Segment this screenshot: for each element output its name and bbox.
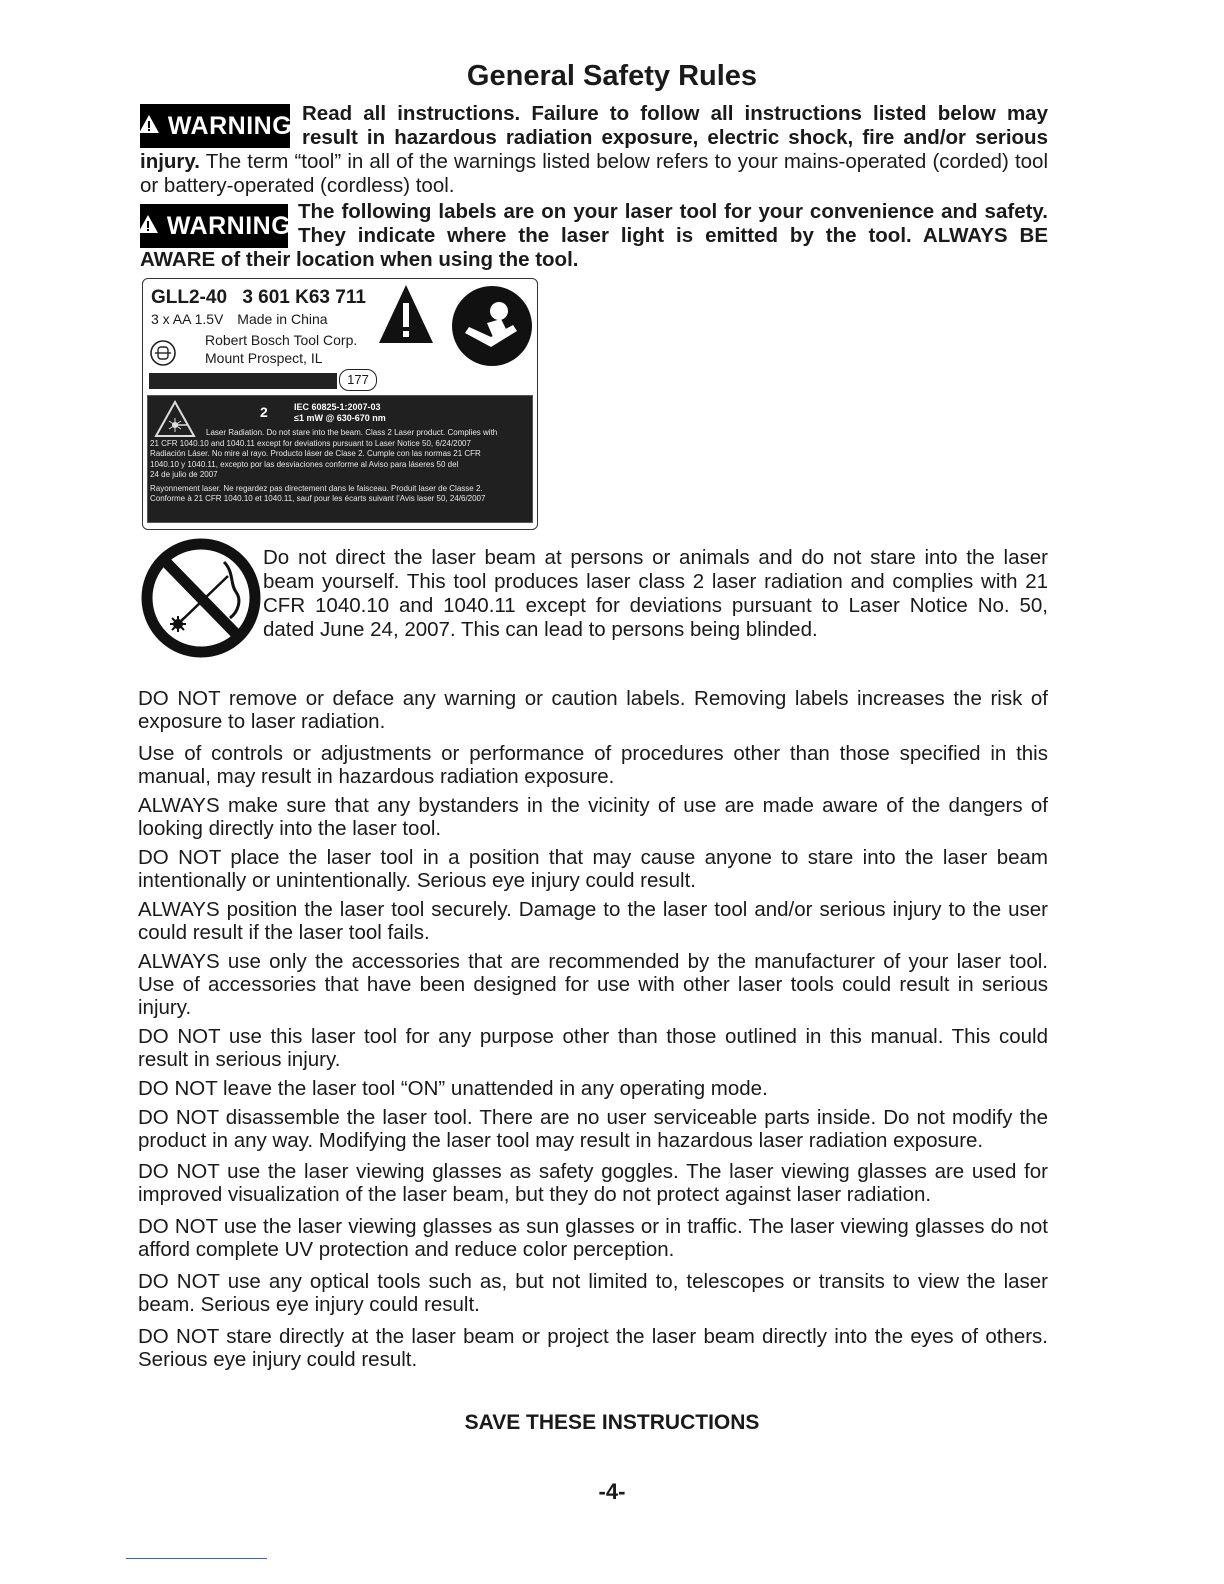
rule-item: ALWAYS position the laser tool securely. Damage to the laser tool and/or serious injury to the user could result if the laser tool fails. — [138, 898, 1048, 944]
bosch-logo-icon — [149, 339, 177, 372]
page-title: General Safety Rules — [466, 60, 758, 92]
rule-item: DO NOT place the laser tool in a position that may cause anyone to stare into the laser beam intentionally or unintentionally. Serious eye injury could result. — [138, 846, 1048, 892]
barcode-bar — [149, 373, 337, 389]
label-standard-block — [294, 402, 386, 424]
safety-rules-list — [138, 687, 1048, 1371]
rule-item: DO NOT disassemble the laser tool. There are no user serviceable parts inside. Do not modify the product in any way. Modifying the laser tool may result in hazardous laser radiation exposure. — [138, 1106, 1048, 1152]
label-standard: IEC 60825-1:2007-03 — [294, 402, 381, 412]
rule-item: ALWAYS make sure that any bystanders in the vicinity of use are made aware of the dangers of looking directly into the laser tool. — [138, 794, 1048, 840]
label-line-es3: 24 de julio de 2007 — [150, 470, 218, 479]
laser-paragraph: Do not direct the laser beam at persons or animals and do not stare into the laser beam yourself. This tool produces laser class 2 laser radiation and complies with 21 CFR 1040.10 and 1040.11 except for deviations pursuant to Laser Notice No. 50, dated June 24, 2007. This can lead to persons being blinded. — [263, 546, 1048, 641]
label-model-line — [151, 287, 366, 309]
read-manual-icon — [451, 285, 533, 372]
rule-item: DO NOT use the laser viewing glasses as sun glasses or in traffic. The laser viewing glasses do not afford complete UV protection and reduce color perception. — [138, 1215, 1048, 1261]
label-origin: Made in China — [237, 311, 328, 327]
warning-label: WARNING — [166, 212, 292, 240]
page-number: -4- — [598, 1479, 626, 1504]
rule-item: Use of controls or adjustments or performance of procedures other than those specified in this manual, may result in hazardous radiation exposure. — [138, 742, 1048, 788]
laser-class: 2 — [260, 404, 268, 420]
label-line-en2: 21 CFR 1040.10 and 1040.11 except for deviations pursuant to Laser Notice 50, 6/24/2007 — [150, 438, 471, 448]
rule-item: DO NOT use any optical tools such as, but not limited to, telescopes or transits to view the laser beam. Serious eye injury could result. — [138, 1270, 1048, 1316]
rule-item: DO NOT leave the laser tool “ON” unattended in any operating mode. — [138, 1077, 768, 1100]
warning-2-bold: The following labels are on your laser tool for your convenience and safety. They indicate where the laser light is emitted by the tool. ALWAYS BE AWARE of their location when using the tool. — [140, 200, 1048, 271]
product-label — [142, 278, 538, 530]
no-laser-eye-icon — [138, 536, 264, 665]
label-company-block — [205, 331, 357, 367]
warning-2-text — [140, 200, 1048, 272]
rule-item: DO NOT use this laser tool for any purpose other than those outlined in this manual. This could result in serious injury. — [138, 1025, 1048, 1071]
warning-1-bold: Read all instructions. Failure to follow all instructions listed below may result in hazardous radiation exposure, electric shock, fire and/or serious injury. — [140, 102, 1048, 173]
label-battery: 3 x AA 1.5V — [151, 311, 224, 327]
rule-item: DO NOT use the laser viewing glasses as safety goggles. The laser viewing glasses are used for improved visualization of the laser beam, but they do not protect against laser radiation. — [138, 1160, 1048, 1206]
label-line-es2: 1040.10 y 1040.11, excepto por las desviaciones conforme al Aviso para láseres 50 del — [150, 459, 459, 469]
label-multilingual-text — [150, 428, 530, 505]
laser-warning-panel — [147, 395, 533, 523]
label-company: Robert Bosch Tool Corp. — [205, 332, 358, 348]
label-code: 177 — [339, 369, 377, 391]
rule-item: DO NOT remove or deface any warning or caution labels. Removing labels increases the risk of exposure to laser radiation. — [138, 687, 1048, 733]
warning-label: WARNING — [167, 112, 293, 140]
label-power: ≤1 mW @ 630-670 nm — [294, 413, 386, 423]
warning-1-body: The term “tool” in all of the warnings listed below refers to your mains-operated (corded) tool or battery-operated (cordless) tool. — [140, 150, 1048, 197]
label-part-number: 3 601 K63 711 — [242, 287, 366, 308]
label-model: GLL2-40 — [151, 287, 228, 308]
rule-item: ALWAYS use only the accessories that are recommended by the manufacturer of your laser tool. Use of accessories that have been designed for use with other laser tools could result in serious injury. — [138, 950, 1048, 1019]
label-line-en1: Laser Radiation. Do not stare into the beam. Class 2 Laser product. Complies with — [206, 428, 498, 437]
warning-1-text — [140, 102, 1048, 198]
rule-item: DO NOT stare directly at the laser beam or project the laser beam directly into the eyes of others. Serious eye injury could result. — [138, 1325, 1048, 1371]
label-battery-line — [151, 311, 328, 327]
label-line-fr2: Conforme à 21 CFR 1040.10 et 1040.11, sauf pour les écarts suivant l’Avis laser 50, 24/6/2007 — [150, 494, 486, 503]
footer-rule — [126, 1558, 267, 1559]
label-line-es1: Radiación Láser. No mire al rayo. Producto láser de Clase 2. Cumple con las normas 21 CFR — [150, 449, 481, 458]
label-line-fr1: Rayonnement laser. Ne regardez pas directement dans le faisceau. Produit laser de Classe 2. — [150, 483, 483, 493]
save-instructions: SAVE THESE INSTRUCTIONS — [464, 1411, 760, 1434]
warning-triangle-icon — [377, 283, 435, 350]
label-location: Mount Prospect, IL — [205, 350, 323, 366]
